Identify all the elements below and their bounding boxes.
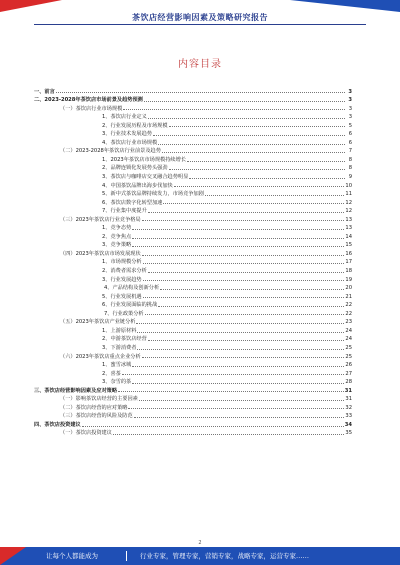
toc-entry-title: 一、前言 bbox=[34, 88, 55, 95]
toc-entry-title: 1、竞争态势 bbox=[102, 225, 132, 232]
toc-entry-page: 31 bbox=[345, 396, 352, 403]
toc-entry-title: 2、行业发展历程及市场规模 bbox=[102, 122, 168, 129]
toc-entry[interactable] bbox=[34, 120, 352, 129]
toc-entry[interactable] bbox=[34, 317, 352, 326]
toc-entry-title: 4、中国茶饮品牌出海步伐加快 bbox=[102, 182, 173, 189]
toc-entry-page: 23 bbox=[345, 319, 352, 326]
toc-entry-title: 6、行业发展面临的挑战 bbox=[102, 302, 158, 309]
toc-entry-title: 2、竞争焦点 bbox=[102, 233, 132, 240]
toc-entry[interactable] bbox=[34, 360, 352, 369]
toc-leader-dots bbox=[174, 186, 345, 187]
toc-leader-dots bbox=[158, 306, 344, 307]
toc-leader-dots bbox=[128, 408, 344, 409]
toc-entry-page: 17 bbox=[345, 259, 352, 266]
table-of-contents bbox=[34, 86, 352, 436]
toc-entry-title: 三、茶饮店经营影响因素及应对策略 bbox=[34, 387, 118, 394]
toc-entry[interactable] bbox=[34, 291, 352, 300]
toc-leader-dots bbox=[153, 135, 345, 136]
toc-leader-dots bbox=[132, 383, 344, 384]
toc-leader-dots bbox=[113, 434, 345, 435]
toc-entry[interactable] bbox=[34, 308, 352, 317]
toc-entry-page: 24 bbox=[345, 336, 352, 343]
toc-entry-page: 10 bbox=[345, 182, 352, 189]
toc-entry-title: 1、市场规模分析 bbox=[102, 259, 142, 266]
toc-entry[interactable] bbox=[34, 283, 352, 292]
toc-entry[interactable] bbox=[34, 146, 352, 155]
toc-entry-title: 二、2023-2028年茶饮店市场前景及趋势预测 bbox=[34, 97, 143, 104]
toc-entry[interactable] bbox=[34, 112, 352, 121]
toc-entry-page: 6 bbox=[348, 131, 352, 138]
toc-entry-page: 22 bbox=[345, 310, 352, 317]
toc-leader-dots bbox=[169, 126, 345, 127]
toc-entry-page: 8 bbox=[348, 165, 352, 172]
toc-entry-page: 8 bbox=[348, 156, 352, 163]
toc-entry[interactable] bbox=[34, 300, 352, 309]
toc-entry-title: 5、新中式茶饮品牌持续发力，市场竞争加剧 bbox=[102, 191, 204, 198]
toc-leader-dots bbox=[123, 109, 345, 110]
toc-entry-title: 3、行业技术发展趋势 bbox=[102, 131, 152, 138]
toc-entry-title: （二）茶饮店经营的应对策略 bbox=[60, 404, 128, 411]
toc-entry[interactable] bbox=[34, 129, 352, 138]
toc-entry-page: 12 bbox=[345, 208, 352, 215]
toc-entry-page: 26 bbox=[345, 362, 352, 369]
toc-entry-page: 14 bbox=[345, 233, 352, 240]
toc-entry[interactable] bbox=[34, 385, 352, 394]
toc-leader-dots bbox=[187, 161, 345, 162]
toc-leader-dots bbox=[82, 426, 344, 427]
page-number: 2 bbox=[198, 540, 202, 546]
toc-entry-title: 7、行业政策分析 bbox=[104, 310, 144, 317]
toc-entry[interactable] bbox=[34, 231, 352, 240]
toc-entry-title: 7、行业集中度提升 bbox=[102, 208, 147, 215]
toc-leader-dots bbox=[132, 229, 344, 230]
toc-entry-title: 6、茶饮店数字化转型加速 bbox=[102, 199, 163, 206]
toc-leader-dots bbox=[137, 332, 344, 333]
toc-leader-dots bbox=[148, 212, 345, 213]
toc-entry-page: 25 bbox=[345, 353, 352, 360]
toc-entry-page: 24 bbox=[345, 327, 352, 334]
toc-leader-dots bbox=[139, 400, 345, 401]
toc-entry-page: 18 bbox=[345, 268, 352, 275]
toc-entry-page: 5 bbox=[348, 122, 352, 129]
toc-entry-title: （三）2023年茶饮店行业竞争格局 bbox=[60, 216, 141, 223]
toc-entry-title: （二）2023-2028年茶饮店行业前景及趋势 bbox=[60, 148, 161, 155]
toc-leader-dots bbox=[122, 374, 345, 375]
toc-entry-title: （六）2023年茶饮店重点企业分析 bbox=[60, 353, 141, 360]
toc-entry-title: （一）茶饮店投资建议 bbox=[60, 430, 112, 437]
toc-entry[interactable] bbox=[34, 419, 352, 428]
toc-entry[interactable] bbox=[34, 86, 352, 95]
toc-entry-page: 12 bbox=[345, 199, 352, 206]
toc-entry[interactable] bbox=[34, 189, 352, 198]
toc-entry-title: （五）2023年茶饮店产业链分析 bbox=[60, 319, 136, 326]
footer-slogan-right: 行业专家，管理专家，营销专家，战略专家，运营专家…… bbox=[140, 552, 309, 560]
toc-entry[interactable] bbox=[34, 351, 352, 360]
toc-leader-dots bbox=[118, 391, 344, 392]
toc-entry[interactable] bbox=[34, 240, 352, 249]
toc-leader-dots bbox=[169, 169, 345, 170]
toc-leader-dots bbox=[132, 246, 344, 247]
toc-entry-title: 1、上游原材料 bbox=[102, 327, 137, 334]
toc-entry[interactable] bbox=[34, 180, 352, 189]
toc-entry-page: 9 bbox=[348, 174, 352, 181]
toc-entry-page: 33 bbox=[345, 413, 352, 420]
toc-entry-page: 11 bbox=[345, 191, 352, 198]
toc-entry[interactable] bbox=[34, 257, 352, 266]
toc-entry[interactable] bbox=[34, 368, 352, 377]
toc-entry-title: 2、品牌连锁化发展势头强劲 bbox=[102, 165, 168, 172]
toc-entry-title: （一）影响茶饮店经营的主要因素 bbox=[60, 396, 138, 403]
toc-leader-dots bbox=[145, 314, 345, 315]
toc-entry-page: 27 bbox=[345, 370, 352, 377]
toc-entry-page: 32 bbox=[345, 404, 352, 411]
toc-entry[interactable] bbox=[34, 163, 352, 172]
toc-leader-dots bbox=[189, 178, 345, 179]
toc-entry-page: 28 bbox=[345, 379, 352, 386]
toc-leader-dots bbox=[132, 366, 344, 367]
toc-leader-dots bbox=[144, 101, 345, 102]
toc-leader-dots bbox=[143, 297, 345, 298]
toc-entry-page: 3 bbox=[348, 97, 352, 104]
toc-entry[interactable] bbox=[34, 265, 352, 274]
toc-leader-dots bbox=[162, 152, 345, 153]
footer-accent-red bbox=[0, 547, 26, 565]
toc-entry[interactable] bbox=[34, 402, 352, 411]
toc-entry-title: 5、行业发展机遇 bbox=[102, 293, 142, 300]
toc-entry-page: 22 bbox=[345, 302, 352, 309]
toc-entry[interactable] bbox=[34, 137, 352, 146]
toc-entry-title: 4、产品结构及创新分析 bbox=[104, 285, 160, 292]
toc-entry-title: 1、蜜雪冰城 bbox=[102, 362, 132, 369]
toc-entry[interactable] bbox=[34, 206, 352, 215]
toc-leader-dots bbox=[142, 255, 345, 256]
toc-entry-title: 3、行业发展趋势 bbox=[102, 276, 142, 283]
toc-entry-page: 13 bbox=[345, 225, 352, 232]
toc-entry-page: 3 bbox=[348, 88, 352, 95]
toc-leader-dots bbox=[143, 263, 345, 264]
footer-bar bbox=[0, 547, 400, 565]
page-header-title: 茶饮店经营影响因素及策略研究报告 bbox=[132, 13, 268, 22]
toc-entry-page: 25 bbox=[345, 344, 352, 351]
toc-entry-page: 34 bbox=[344, 421, 352, 428]
toc-entry[interactable] bbox=[34, 342, 352, 351]
toc-leader-dots bbox=[160, 289, 344, 290]
toc-entry[interactable] bbox=[34, 197, 352, 206]
toc-entry-title: 1、茶饮店行业定义 bbox=[102, 114, 147, 121]
toc-leader-dots bbox=[163, 203, 344, 204]
toc-leader-dots bbox=[134, 417, 345, 418]
toc-leader-dots bbox=[56, 92, 345, 93]
toc-entry[interactable] bbox=[34, 411, 352, 420]
toc-leader-dots bbox=[205, 195, 345, 196]
toc-entry[interactable] bbox=[34, 103, 352, 112]
toc-entry[interactable] bbox=[34, 223, 352, 232]
toc-leader-dots bbox=[158, 144, 345, 145]
toc-leader-dots bbox=[142, 220, 345, 221]
toc-entry[interactable] bbox=[34, 171, 352, 180]
toc-entry-page: 35 bbox=[345, 430, 352, 437]
toc-entry-page: 6 bbox=[348, 139, 352, 146]
footer-slogan-left: 让每个人都能成为 bbox=[46, 552, 98, 560]
toc-entry[interactable] bbox=[34, 334, 352, 343]
toc-entry-page: 7 bbox=[348, 148, 352, 155]
toc-entry-page: 16 bbox=[345, 250, 352, 257]
toc-entry-title: 4、茶饮店行业市场规模 bbox=[102, 139, 158, 146]
toc-entry-page: 19 bbox=[345, 276, 352, 283]
toc-entry-title: 四、茶饮店投资建议 bbox=[34, 421, 81, 428]
toc-entry-page: 15 bbox=[345, 242, 352, 249]
toc-entry-title: （一）茶饮店行业市场规模 bbox=[60, 105, 123, 112]
toc-entry[interactable] bbox=[34, 325, 352, 334]
toc-entry-page: 21 bbox=[345, 293, 352, 300]
toc-entry[interactable] bbox=[34, 154, 352, 163]
toc-leader-dots bbox=[148, 340, 345, 341]
toc-leader-dots bbox=[136, 323, 344, 324]
header-divider bbox=[34, 24, 366, 25]
toc-leader-dots bbox=[137, 349, 344, 350]
toc-leader-dots bbox=[132, 238, 344, 239]
toc-entry-page: 3 bbox=[348, 114, 352, 121]
toc-leader-dots bbox=[143, 280, 345, 281]
toc-entry-title: 1、2023年茶饮店市场规模持续增长 bbox=[102, 156, 186, 163]
toc-entry-title: 3、茶饮店与咖啡店交叉融合趋势明显 bbox=[102, 174, 189, 181]
toc-entry-title: 3、奈雪的茶 bbox=[102, 379, 132, 386]
toc-entry[interactable] bbox=[34, 274, 352, 283]
toc-entry-page: 3 bbox=[348, 105, 352, 112]
toc-leader-dots bbox=[148, 118, 345, 119]
toc-heading: 内容目录 bbox=[178, 59, 222, 70]
toc-entry-title: 2、中游茶饮店经营 bbox=[102, 336, 147, 343]
toc-entry-title: 3、下游消费者 bbox=[102, 344, 137, 351]
toc-entry-page: 13 bbox=[345, 216, 352, 223]
toc-entry-title: 2、消费者需求分析 bbox=[102, 268, 147, 275]
toc-entry-title: （三）茶饮店经营的风险及防范 bbox=[60, 413, 133, 420]
toc-entry[interactable] bbox=[34, 95, 352, 104]
header-accent-red bbox=[0, 0, 62, 12]
toc-entry-title: （四）2023年茶饮店市场发展现状 bbox=[60, 250, 141, 257]
toc-entry-page: 31 bbox=[344, 387, 352, 394]
toc-leader-dots bbox=[148, 272, 345, 273]
toc-entry[interactable] bbox=[34, 214, 352, 223]
toc-entry[interactable] bbox=[34, 248, 352, 257]
toc-entry-title: 2、喜茶 bbox=[102, 370, 121, 377]
toc-entry[interactable] bbox=[34, 428, 352, 437]
toc-leader-dots bbox=[142, 357, 345, 358]
toc-entry[interactable] bbox=[34, 394, 352, 403]
header-accent-blue bbox=[290, 0, 400, 12]
toc-entry-title: 3、竞争策略 bbox=[102, 242, 132, 249]
toc-entry[interactable] bbox=[34, 377, 352, 386]
footer-divider bbox=[126, 551, 127, 561]
toc-entry-page: 20 bbox=[345, 285, 352, 292]
